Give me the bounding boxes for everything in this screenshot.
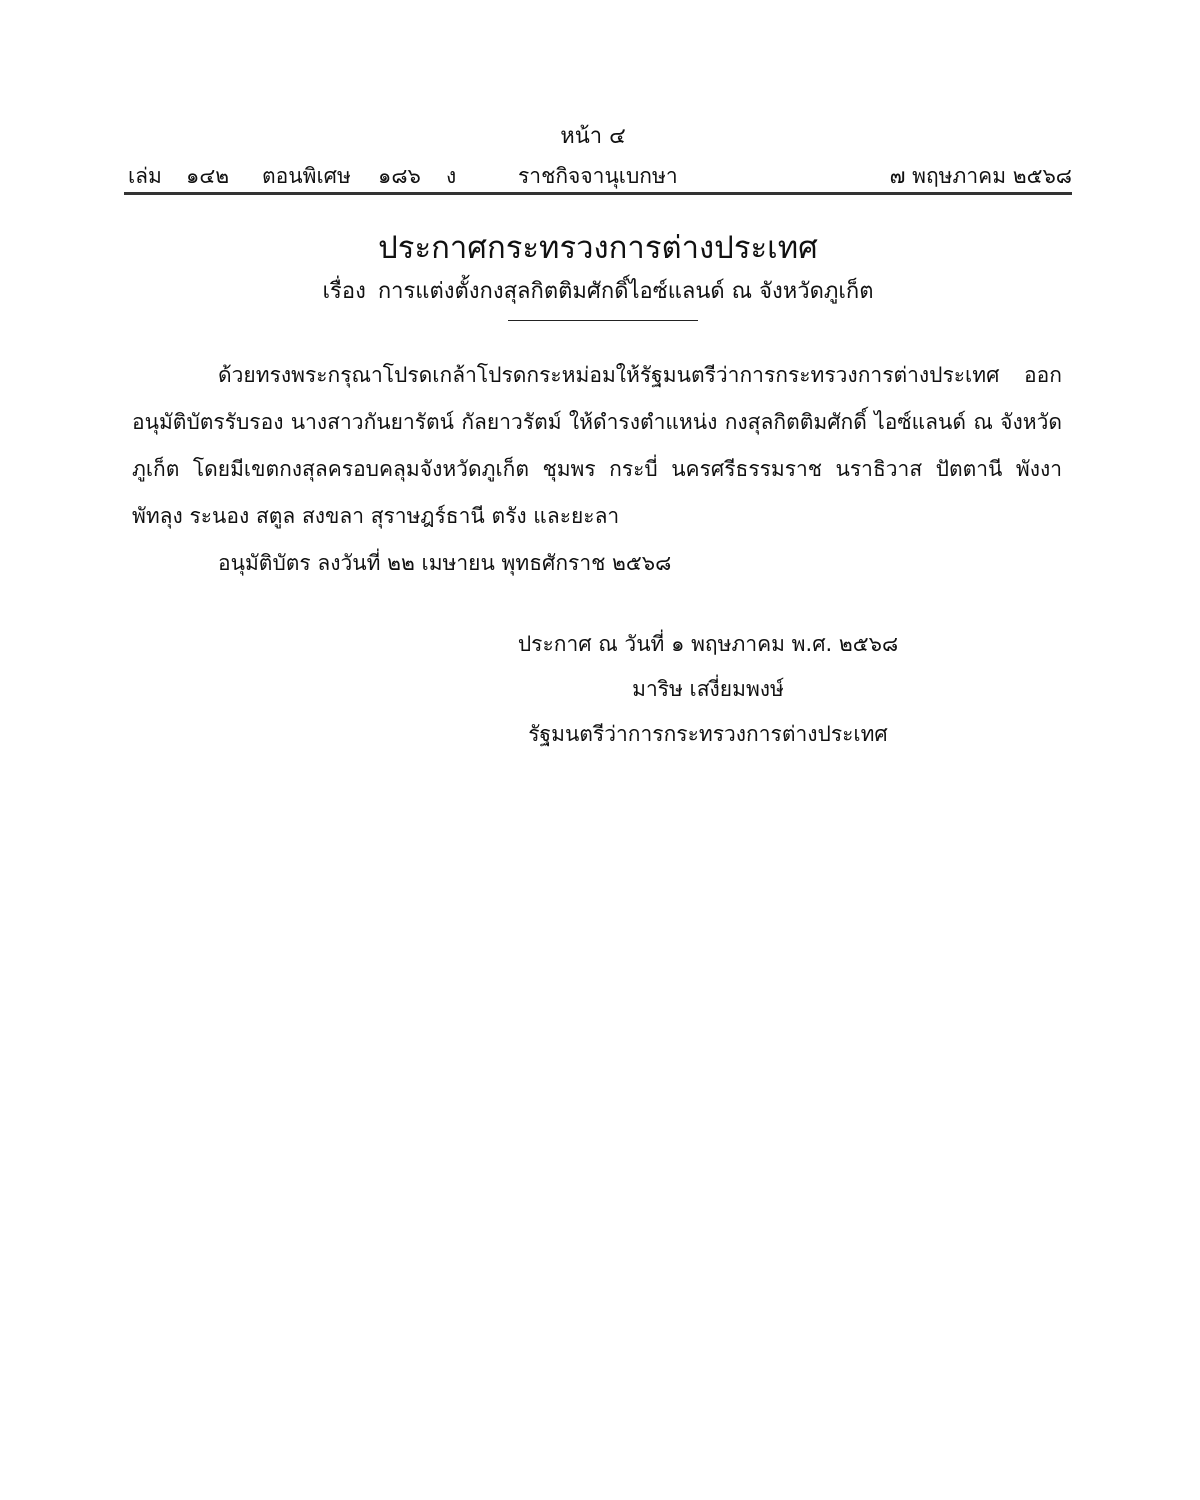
issue-label: ตอนพิเศษ	[262, 164, 351, 188]
signatory-position: รัฐมนตรีว่าการกระทรวงการต่างประเทศ	[528, 722, 888, 746]
header-divider	[124, 192, 1072, 195]
body-paragraph-exequatur-date: อนุมัติบัตร ลงวันที่ ๒๒ เมษายน พุทธศักราช ๒๕๖๘	[218, 551, 672, 575]
publication-date: ๗ พฤษภาคม ๒๕๖๘	[889, 164, 1072, 188]
subject-label: เรื่อง	[322, 279, 366, 304]
gazette-header	[128, 160, 1072, 190]
announcement-title: ประกาศกระทรวงการต่างประเทศ	[378, 230, 818, 266]
subject-text: การแต่งตั้งกงสุลกิตติมศักดิ์ไอซ์แลนด์ ณ จังหวัดภูเก็ต	[377, 279, 874, 304]
announcement-body	[132, 352, 1062, 587]
announced-date: ประกาศ ณ วันที่ ๑ พฤษภาคม พ.ศ. ๒๕๖๘	[517, 632, 899, 656]
announcement-subject	[0, 273, 1196, 308]
issue-number: ๑๘๖	[378, 164, 421, 188]
body-paragraph-appointment: ด้วยทรงพระกรุณาโปรดเกล้าโปรดกระหม่อมให้รัฐมนตรีว่าการกระทรวงการต่างประเทศ ออกอนุมัติบัตรรับรอง นางสาวกันยารัตน์ กัลยาวรัตม์ ให้ดำรงตำแหน่ง กงสุลกิตติมศักดิ์ ไอซ์แลนด์ ณ จังหวัดภูเก็ต โดยมีเขตกงสุลครอบคลุมจังหวัดภูเก็ต ชุมพร กระบี่ นครศรีธรรมราช นราธิวาส ปัตตานี พังงา พัทลุง ระนอง สตูล สงขลา สุราษฎร์ธานี ตรัง และยะลา	[132, 363, 1062, 528]
signature-block	[440, 622, 976, 757]
page-number: หน้า ๔	[560, 124, 626, 149]
section-letter: ง	[446, 164, 457, 188]
volume-label: เล่ม	[128, 164, 162, 188]
signatory-name: มาริษ เสงี่ยมพงษ์	[632, 677, 784, 701]
title-divider	[508, 320, 698, 321]
volume-number: ๑๔๒	[186, 164, 230, 188]
gazette-name: ราชกิจจานุเบกษา	[518, 164, 678, 188]
